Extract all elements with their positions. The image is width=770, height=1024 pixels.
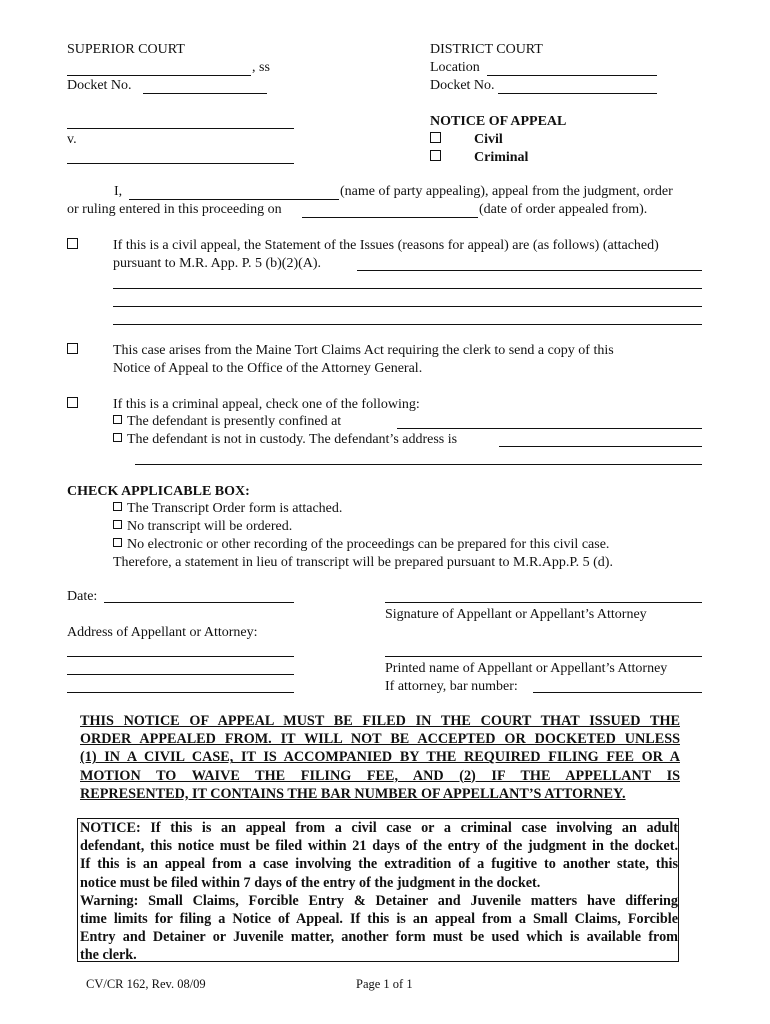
- docket-left-field[interactable]: [143, 93, 267, 94]
- party-text: (name of party appealing), appeal from the judgment, order: [340, 184, 673, 199]
- date-field[interactable]: [104, 602, 294, 603]
- issues-line-3[interactable]: [113, 306, 702, 307]
- not-in-custody-label: The defendant is not in custody. The defendant’s address is: [127, 432, 458, 447]
- confined-checkbox[interactable]: [113, 415, 122, 424]
- docket-right-label: Docket No.: [430, 78, 495, 93]
- page-number: Page 1 of 1: [356, 977, 413, 991]
- bar-number-label: If attorney, bar number:: [385, 679, 518, 694]
- order-date-suffix: (date of order appealed from).: [479, 202, 648, 217]
- filing-warning-line-5: REPRESENTED, IT CONTAINS THE BAR NUMBER OF APPELLANT’S ATTORNEY.: [80, 785, 626, 802]
- notice-line-7: Entry and Detainer or Juvenile matter, another form must be used which is available from: [80, 929, 678, 946]
- defendant-address-field-2[interactable]: [135, 464, 702, 465]
- criminal-option[interactable]: [430, 150, 446, 167]
- signature-field[interactable]: [385, 602, 702, 603]
- issues-line-4[interactable]: [113, 324, 702, 325]
- signature-caption: Signature of Appellant or Appellant’s Attorney: [385, 607, 647, 622]
- notice-line-4: notice must be filed within 7 days of the entry of the judgment in the docket.: [80, 874, 541, 891]
- civil-appeal-text-2: pursuant to M.R. App. P. 5 (b)(2)(A).: [113, 256, 322, 271]
- civil-appeal-checkbox[interactable]: [67, 238, 78, 249]
- statement-in-lieu-text: Therefore, a statement in lieu of transcript will be prepared pursuant to M.R.App.P. 5 (d).: [113, 555, 613, 570]
- notice-line-2: defendant, this notice must be filed within 21 days of the entry of the judgment in the docket.: [80, 838, 678, 855]
- address-line-3[interactable]: [67, 692, 294, 693]
- district-court-label: DISTRICT COURT: [430, 42, 543, 57]
- location-label: Location: [430, 60, 480, 75]
- plaintiff-field[interactable]: [67, 128, 294, 129]
- docket-right-field[interactable]: [498, 93, 657, 94]
- criminal-label: Criminal: [474, 150, 529, 165]
- civil-label: Civil: [474, 132, 503, 147]
- notice-text: [80, 819, 678, 965]
- date-label: Date:: [67, 589, 98, 604]
- notice-line-6: time limits for filing a Notice of Appeal. If this is an appeal from a Small Claims, Forcible: [80, 911, 678, 928]
- check-applicable-heading: CHECK APPLICABLE BOX:: [67, 484, 250, 499]
- party-name-field[interactable]: [129, 199, 339, 200]
- no-recording-label: No electronic or other recording of the proceedings can be prepared for this civil case.: [127, 537, 610, 552]
- docket-left-label: Docket No.: [67, 78, 132, 93]
- transcript-attached-checkbox[interactable]: [113, 502, 122, 511]
- printed-name-caption: Printed name of Appellant or Appellant’s Attorney: [385, 661, 668, 676]
- notice-line-5: Warning: Small Claims, Forcible Entry & Detainer and Juvenile matters have differing: [80, 892, 678, 909]
- ss-label: , ss: [252, 60, 270, 75]
- versus-label: v.: [67, 132, 77, 147]
- no-recording-checkbox[interactable]: [113, 538, 122, 547]
- defendant-field[interactable]: [67, 163, 294, 164]
- issues-line-1[interactable]: [357, 270, 702, 271]
- criminal-appeal-checkbox[interactable]: [67, 397, 78, 408]
- confined-label: The defendant is presently confined at: [127, 414, 342, 429]
- civil-checkbox[interactable]: [430, 132, 441, 143]
- address-line-2[interactable]: [67, 674, 294, 675]
- filing-warning-line-2: ORDER APPEALED FROM. IT WILL NOT BE ACCEPTED OR DOCKETED UNLESS: [80, 731, 680, 748]
- criminal-appeal-text: If this is a criminal appeal, check one of the following:: [113, 397, 420, 412]
- form-id: CV/CR 162, Rev. 08/09: [86, 977, 206, 991]
- confined-location-field[interactable]: [397, 428, 702, 429]
- county-field[interactable]: [67, 75, 251, 76]
- civil-appeal-text-1: If this is a civil appeal, the Statement of the Issues (reasons for appeal) are (as follows) (attached): [113, 238, 659, 253]
- filing-warning-line-1: THIS NOTICE OF APPEAL MUST BE FILED IN THE COURT THAT ISSUED THE: [80, 713, 680, 729]
- filing-warning-line-4: MOTION TO WAIVE THE FILING FEE, AND (2) IF THE APPELLANT IS: [80, 767, 680, 784]
- i-label: I,: [114, 184, 123, 199]
- tort-claims-text-1: This case arises from the Maine Tort Claims Act requiring the clerk to send a copy of this: [113, 343, 614, 358]
- tort-claims-text-2: Notice of Appeal to the Office of the Attorney General.: [113, 361, 423, 376]
- notice-line-8: the clerk.: [80, 947, 137, 964]
- civil-option[interactable]: [430, 132, 446, 149]
- notice-of-appeal-title: NOTICE OF APPEAL: [430, 114, 567, 129]
- notice-line-3: If this is an appeal from a case involving the extradition of a fugitive to another state, this: [80, 856, 678, 873]
- superior-court-label: SUPERIOR COURT: [67, 42, 185, 57]
- address-label: Address of Appellant or Attorney:: [67, 625, 258, 640]
- defendant-address-field[interactable]: [499, 446, 702, 447]
- issues-line-2[interactable]: [113, 288, 702, 289]
- printed-name-field[interactable]: [385, 656, 702, 657]
- tort-claims-checkbox[interactable]: [67, 343, 78, 354]
- notice-line-1: NOTICE: If this is an appeal from a civil case or a criminal case involving an adult: [80, 820, 678, 836]
- criminal-checkbox[interactable]: [430, 150, 441, 161]
- location-field[interactable]: [487, 75, 657, 76]
- order-date-field[interactable]: [302, 217, 478, 218]
- transcript-attached-label: The Transcript Order form is attached.: [127, 501, 343, 516]
- filing-warning: [80, 712, 680, 803]
- no-transcript-label: No transcript will be ordered.: [127, 519, 293, 534]
- order-date-prefix: or ruling entered in this proceeding on: [67, 202, 282, 217]
- address-line-1[interactable]: [67, 656, 294, 657]
- not-in-custody-checkbox[interactable]: [113, 433, 122, 442]
- filing-warning-line-3: (1) IN A CIVIL CASE, IT IS ACCOMPANIED BY THE REQUIRED FILING FEE OR A: [80, 749, 680, 766]
- no-transcript-checkbox[interactable]: [113, 520, 122, 529]
- bar-number-field[interactable]: [533, 692, 702, 693]
